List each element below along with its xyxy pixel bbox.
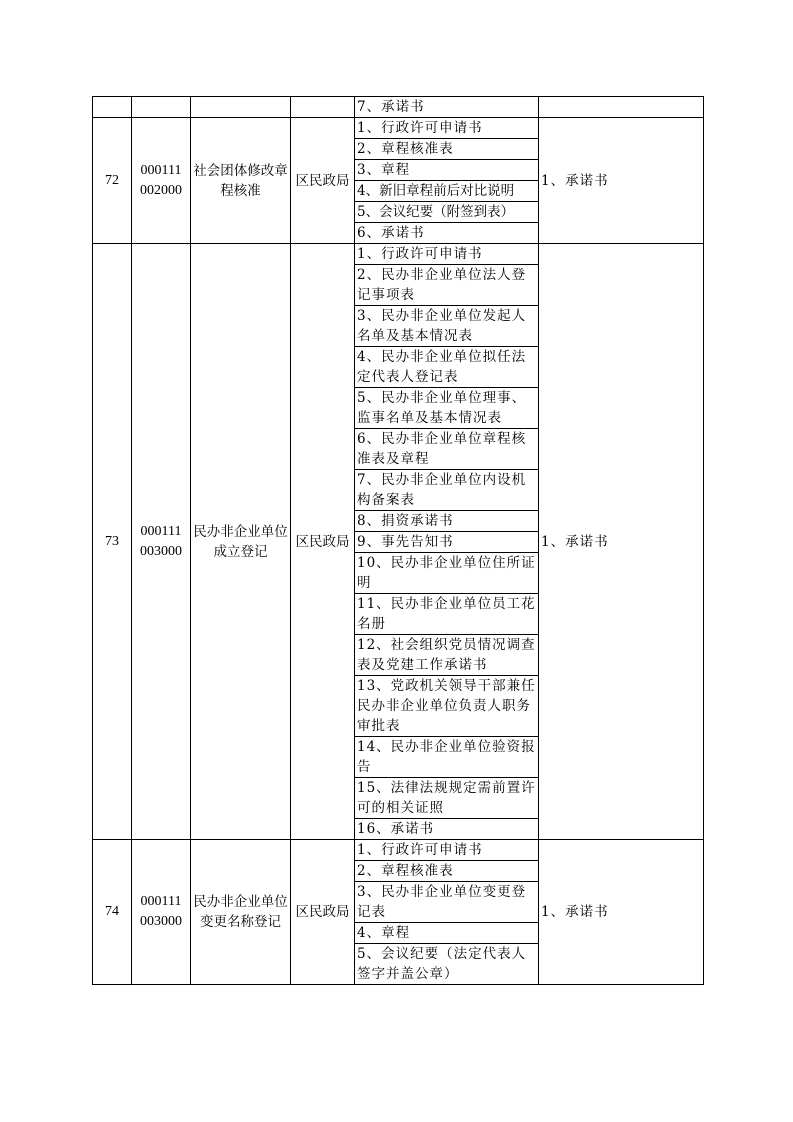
doc-cell: 5、会议纪要（附签到表） bbox=[355, 202, 539, 223]
item-name-cell bbox=[191, 97, 291, 118]
doc-cell: 5、民办非企业单位理事、监事名单及基本情况表 bbox=[355, 388, 539, 429]
note-cell: 1、承诺书 bbox=[539, 840, 704, 985]
doc-cell: 2、章程核准表 bbox=[355, 139, 539, 160]
doc-cell: 15、法律法规规定需前置许可的相关证照 bbox=[355, 778, 539, 819]
code-line: 000111 bbox=[140, 162, 182, 178]
doc-cell: 2、章程核准表 bbox=[355, 861, 539, 882]
code-line: 003000 bbox=[140, 543, 182, 559]
table-row bbox=[93, 840, 704, 861]
table-row bbox=[93, 118, 704, 139]
doc-cell: 4、民办非企业单位拟任法定代表人登记表 bbox=[355, 347, 539, 388]
dept-cell bbox=[291, 97, 355, 118]
item-name-cell: 民办非企业单位变更名称登记 bbox=[191, 840, 291, 985]
doc-cell: 3、章程 bbox=[355, 160, 539, 181]
doc-cell: 7、承诺书 bbox=[355, 97, 539, 118]
doc-cell: 7、民办非企业单位内设机构备案表 bbox=[355, 470, 539, 511]
doc-cell: 5、会议纪要（法定代表人签字并盖公章） bbox=[355, 944, 539, 985]
doc-cell: 8、捐资承诺书 bbox=[355, 511, 539, 532]
doc-cell: 2、民办非企业单位法人登记事项表 bbox=[355, 265, 539, 306]
doc-cell: 13、党政机关领导干部兼任民办非企业单位负责人职务审批表 bbox=[355, 676, 539, 737]
no-cell: 74 bbox=[93, 840, 132, 985]
code-cell bbox=[132, 118, 191, 244]
doc-cell: 9、事先告知书 bbox=[355, 532, 539, 553]
code-cell bbox=[132, 244, 191, 840]
code-cell bbox=[132, 97, 191, 118]
doc-cell: 4、新旧章程前后对比说明 bbox=[355, 181, 539, 202]
dept-cell: 区民政局 bbox=[291, 118, 355, 244]
table-row bbox=[93, 97, 704, 118]
no-cell bbox=[93, 97, 132, 118]
doc-cell: 16、承诺书 bbox=[355, 819, 539, 840]
item-name-cell: 民办非企业单位成立登记 bbox=[191, 244, 291, 840]
doc-cell: 10、民办非企业单位住所证明 bbox=[355, 553, 539, 594]
doc-cell: 14、民办非企业单位验资报告 bbox=[355, 737, 539, 778]
note-cell: 1、承诺书 bbox=[539, 244, 704, 840]
doc-cell: 1、行政许可申请书 bbox=[355, 118, 539, 139]
doc-cell: 6、承诺书 bbox=[355, 223, 539, 244]
item-name-cell: 社会团体修改章程核准 bbox=[191, 118, 291, 244]
doc-cell: 4、章程 bbox=[355, 923, 539, 944]
no-cell: 73 bbox=[93, 244, 132, 840]
doc-cell: 1、行政许可申请书 bbox=[355, 244, 539, 265]
dept-cell: 区民政局 bbox=[291, 840, 355, 985]
doc-cell: 12、社会组织党员情况调查表及党建工作承诺书 bbox=[355, 635, 539, 676]
doc-cell: 3、民办非企业单位变更登记表 bbox=[355, 882, 539, 923]
doc-cell: 11、民办非企业单位员工花名册 bbox=[355, 594, 539, 635]
code-line: 000111 bbox=[140, 894, 182, 909]
code-cell bbox=[132, 840, 191, 985]
note-cell bbox=[539, 97, 704, 118]
materials-table bbox=[92, 96, 704, 985]
doc-cell: 1、行政许可申请书 bbox=[355, 840, 539, 861]
note-cell: 1、承诺书 bbox=[539, 118, 704, 244]
doc-cell: 3、民办非企业单位发起人名单及基本情况表 bbox=[355, 306, 539, 347]
doc-cell: 6、民办非企业单位章程核准表及章程 bbox=[355, 429, 539, 470]
dept-cell: 区民政局 bbox=[291, 244, 355, 840]
code-line: 002000 bbox=[140, 182, 182, 198]
table-row bbox=[93, 244, 704, 265]
code-line: 003000 bbox=[140, 914, 182, 929]
no-cell: 72 bbox=[93, 118, 132, 244]
code-line: 000111 bbox=[140, 523, 182, 539]
